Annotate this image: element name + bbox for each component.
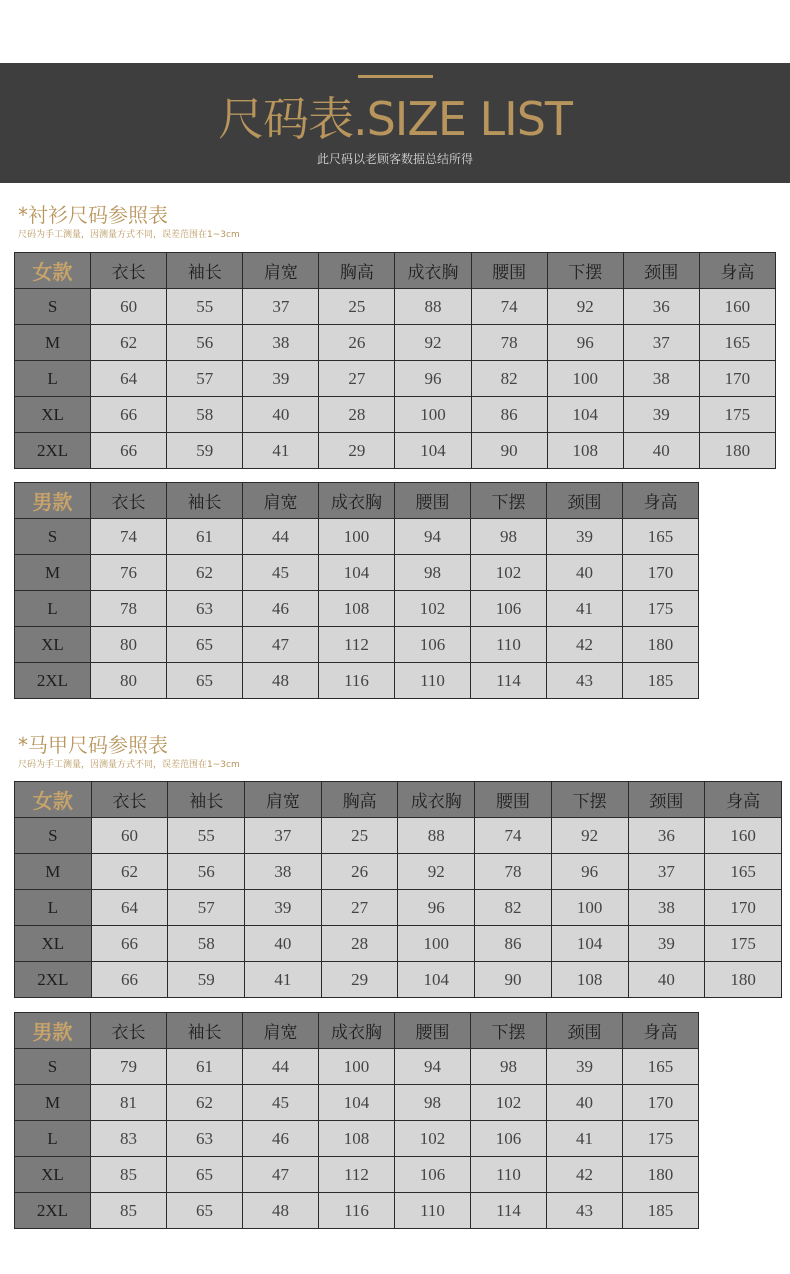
column-header: 肩宽 bbox=[243, 253, 319, 289]
table-row bbox=[15, 591, 699, 627]
table-row bbox=[15, 926, 782, 962]
measurement-cell: 66 bbox=[91, 397, 167, 433]
column-header: 衣长 bbox=[91, 1013, 167, 1049]
table-row bbox=[15, 1157, 699, 1193]
measurement-cell: 116 bbox=[319, 663, 395, 699]
measurement-cell: 80 bbox=[91, 627, 167, 663]
column-header: 颈围 bbox=[628, 782, 705, 818]
column-header: 胸高 bbox=[321, 782, 398, 818]
measurement-cell: 104 bbox=[319, 555, 395, 591]
size-label-cell: 2XL bbox=[15, 433, 91, 469]
measurement-cell: 65 bbox=[167, 663, 243, 699]
column-header: 肩宽 bbox=[245, 782, 322, 818]
measurement-cell: 60 bbox=[91, 818, 168, 854]
measurement-cell: 80 bbox=[91, 663, 167, 699]
measurement-cell: 41 bbox=[245, 962, 322, 998]
column-header: 颈围 bbox=[623, 253, 699, 289]
measurement-cell: 39 bbox=[628, 926, 705, 962]
gender-label: 女款 bbox=[15, 253, 91, 289]
measurement-cell: 47 bbox=[243, 1157, 319, 1193]
size-label-cell: M bbox=[15, 854, 92, 890]
measurement-cell: 58 bbox=[167, 397, 243, 433]
measurement-cell: 65 bbox=[167, 1193, 243, 1229]
gender-label: 男款 bbox=[15, 483, 91, 519]
measurement-cell: 85 bbox=[91, 1193, 167, 1229]
measurement-cell: 38 bbox=[245, 854, 322, 890]
measurement-cell: 62 bbox=[167, 555, 243, 591]
measurement-cell: 160 bbox=[705, 818, 782, 854]
vest-men-size-table bbox=[14, 1012, 699, 1229]
table-row bbox=[15, 433, 776, 469]
measurement-cell: 175 bbox=[623, 1121, 699, 1157]
measurement-cell: 86 bbox=[471, 397, 547, 433]
column-header: 腰围 bbox=[471, 253, 547, 289]
page-subtitle: 此尺码以老顾客数据总结所得 bbox=[316, 152, 473, 166]
measurement-cell: 108 bbox=[319, 1121, 395, 1157]
measurement-cell: 36 bbox=[628, 818, 705, 854]
table-row bbox=[15, 663, 699, 699]
measurement-cell: 44 bbox=[243, 1049, 319, 1085]
table-row bbox=[15, 854, 782, 890]
measurement-cell: 180 bbox=[623, 1157, 699, 1193]
measurement-cell: 85 bbox=[91, 1157, 167, 1193]
size-label-cell: S bbox=[15, 818, 92, 854]
column-header: 下摆 bbox=[547, 253, 623, 289]
measurement-cell: 66 bbox=[91, 433, 167, 469]
measurement-cell: 81 bbox=[91, 1085, 167, 1121]
measurement-cell: 46 bbox=[243, 591, 319, 627]
column-header: 成衣胸 bbox=[319, 1013, 395, 1049]
measurement-cell: 175 bbox=[699, 397, 775, 433]
measurement-cell: 39 bbox=[245, 890, 322, 926]
measurement-cell: 76 bbox=[91, 555, 167, 591]
measurement-cell: 106 bbox=[471, 1121, 547, 1157]
measurement-cell: 74 bbox=[471, 289, 547, 325]
measurement-cell: 40 bbox=[243, 397, 319, 433]
measurement-cell: 114 bbox=[471, 663, 547, 699]
measurement-cell: 88 bbox=[398, 818, 475, 854]
table-row bbox=[15, 1085, 699, 1121]
measurement-cell: 102 bbox=[471, 1085, 547, 1121]
gender-label: 男款 bbox=[15, 1013, 91, 1049]
column-header: 下摆 bbox=[471, 1013, 547, 1049]
measurement-cell: 170 bbox=[623, 1085, 699, 1121]
measurement-cell: 100 bbox=[319, 519, 395, 555]
measurement-cell: 112 bbox=[319, 627, 395, 663]
measurement-cell: 104 bbox=[395, 433, 471, 469]
measurement-cell: 56 bbox=[167, 325, 243, 361]
measurement-cell: 102 bbox=[471, 555, 547, 591]
measurement-cell: 40 bbox=[245, 926, 322, 962]
page-title: 尺码表.SIZE LIST bbox=[217, 92, 573, 146]
table-row bbox=[15, 555, 699, 591]
shirt-women-size-table bbox=[14, 252, 776, 469]
measurement-cell: 170 bbox=[623, 555, 699, 591]
measurement-cell: 60 bbox=[91, 289, 167, 325]
measurement-cell: 180 bbox=[705, 962, 782, 998]
measurement-cell: 110 bbox=[395, 663, 471, 699]
measurement-cell: 29 bbox=[321, 962, 398, 998]
measurement-cell: 61 bbox=[167, 519, 243, 555]
column-header: 袖长 bbox=[167, 1013, 243, 1049]
table-row bbox=[15, 325, 776, 361]
measurement-cell: 42 bbox=[547, 627, 623, 663]
measurement-cell: 62 bbox=[167, 1085, 243, 1121]
measurement-cell: 160 bbox=[699, 289, 775, 325]
measurement-cell: 79 bbox=[91, 1049, 167, 1085]
measurement-cell: 40 bbox=[623, 433, 699, 469]
column-header: 衣长 bbox=[91, 253, 167, 289]
column-header: 衣长 bbox=[91, 782, 168, 818]
measurement-cell: 43 bbox=[547, 663, 623, 699]
measurement-cell: 38 bbox=[243, 325, 319, 361]
size-label-cell: M bbox=[15, 555, 91, 591]
table-row bbox=[15, 962, 782, 998]
measurement-cell: 41 bbox=[547, 591, 623, 627]
measurement-cell: 37 bbox=[628, 854, 705, 890]
column-header: 肩宽 bbox=[243, 483, 319, 519]
measurement-cell: 74 bbox=[475, 818, 552, 854]
measurement-cell: 57 bbox=[167, 361, 243, 397]
table-header-row bbox=[15, 253, 776, 289]
size-label-cell: XL bbox=[15, 926, 92, 962]
measurement-cell: 185 bbox=[623, 663, 699, 699]
measurement-cell: 38 bbox=[623, 361, 699, 397]
measurement-cell: 170 bbox=[705, 890, 782, 926]
measurement-cell: 165 bbox=[705, 854, 782, 890]
measurement-cell: 82 bbox=[475, 890, 552, 926]
measurement-cell: 41 bbox=[243, 433, 319, 469]
table-row bbox=[15, 1193, 699, 1229]
measurement-cell: 170 bbox=[699, 361, 775, 397]
measurement-cell: 39 bbox=[623, 397, 699, 433]
measurement-cell: 175 bbox=[705, 926, 782, 962]
measurement-cell: 165 bbox=[699, 325, 775, 361]
measurement-cell: 27 bbox=[319, 361, 395, 397]
measurement-cell: 57 bbox=[168, 890, 245, 926]
measurement-cell: 74 bbox=[91, 519, 167, 555]
measurement-cell: 37 bbox=[245, 818, 322, 854]
size-label-cell: L bbox=[15, 1121, 91, 1157]
measurement-cell: 66 bbox=[91, 962, 168, 998]
measurement-cell: 29 bbox=[319, 433, 395, 469]
measurement-cell: 63 bbox=[167, 591, 243, 627]
measurement-cell: 110 bbox=[471, 1157, 547, 1193]
measurement-cell: 48 bbox=[243, 1193, 319, 1229]
measurement-cell: 104 bbox=[547, 397, 623, 433]
measurement-cell: 65 bbox=[167, 627, 243, 663]
column-header: 颈围 bbox=[547, 483, 623, 519]
measurement-cell: 90 bbox=[475, 962, 552, 998]
measurement-cell: 100 bbox=[398, 926, 475, 962]
measurement-cell: 165 bbox=[623, 1049, 699, 1085]
measurement-cell: 92 bbox=[398, 854, 475, 890]
measurement-cell: 78 bbox=[475, 854, 552, 890]
table-row bbox=[15, 289, 776, 325]
measurement-cell: 94 bbox=[395, 1049, 471, 1085]
measurement-cell: 39 bbox=[547, 1049, 623, 1085]
measurement-cell: 185 bbox=[623, 1193, 699, 1229]
header-banner bbox=[0, 63, 790, 183]
measurement-cell: 175 bbox=[623, 591, 699, 627]
column-header: 成衣胸 bbox=[319, 483, 395, 519]
measurement-cell: 90 bbox=[471, 433, 547, 469]
measurement-cell: 100 bbox=[319, 1049, 395, 1085]
measurement-cell: 61 bbox=[167, 1049, 243, 1085]
measurement-cell: 88 bbox=[395, 289, 471, 325]
measurement-cell: 92 bbox=[551, 818, 628, 854]
measurement-cell: 104 bbox=[319, 1085, 395, 1121]
measurement-cell: 62 bbox=[91, 325, 167, 361]
table-row bbox=[15, 627, 699, 663]
column-header: 袖长 bbox=[167, 253, 243, 289]
measurement-cell: 100 bbox=[551, 890, 628, 926]
measurement-cell: 64 bbox=[91, 361, 167, 397]
table-header-row bbox=[15, 782, 782, 818]
size-label-cell: XL bbox=[15, 1157, 91, 1193]
size-label-cell: L bbox=[15, 591, 91, 627]
measurement-cell: 92 bbox=[547, 289, 623, 325]
size-label-cell: 2XL bbox=[15, 663, 91, 699]
column-header: 腰围 bbox=[395, 483, 471, 519]
measurement-cell: 96 bbox=[547, 325, 623, 361]
column-header: 下摆 bbox=[471, 483, 547, 519]
measurement-cell: 98 bbox=[471, 519, 547, 555]
measurement-cell: 48 bbox=[243, 663, 319, 699]
size-label-cell: L bbox=[15, 361, 91, 397]
measurement-cell: 102 bbox=[395, 591, 471, 627]
column-header: 成衣胸 bbox=[395, 253, 471, 289]
measurement-cell: 59 bbox=[167, 433, 243, 469]
measurement-cell: 102 bbox=[395, 1121, 471, 1157]
measurement-cell: 66 bbox=[91, 926, 168, 962]
measurement-cell: 40 bbox=[547, 555, 623, 591]
measurement-cell: 27 bbox=[321, 890, 398, 926]
measurement-cell: 64 bbox=[91, 890, 168, 926]
column-header: 衣长 bbox=[91, 483, 167, 519]
measurement-cell: 96 bbox=[395, 361, 471, 397]
measurement-cell: 26 bbox=[319, 325, 395, 361]
column-header: 身高 bbox=[623, 1013, 699, 1049]
measurement-cell: 55 bbox=[168, 818, 245, 854]
size-label-cell: S bbox=[15, 1049, 91, 1085]
size-label-cell: M bbox=[15, 1085, 91, 1121]
measurement-cell: 78 bbox=[91, 591, 167, 627]
size-label-cell: S bbox=[15, 519, 91, 555]
measurement-cell: 26 bbox=[321, 854, 398, 890]
measurement-cell: 39 bbox=[243, 361, 319, 397]
column-header: 胸高 bbox=[319, 253, 395, 289]
table-row bbox=[15, 890, 782, 926]
measurement-cell: 100 bbox=[547, 361, 623, 397]
measurement-cell: 65 bbox=[167, 1157, 243, 1193]
size-label-cell: XL bbox=[15, 397, 91, 433]
measurement-cell: 36 bbox=[623, 289, 699, 325]
column-header: 下摆 bbox=[551, 782, 628, 818]
measurement-cell: 28 bbox=[319, 397, 395, 433]
measurement-cell: 58 bbox=[168, 926, 245, 962]
table-row bbox=[15, 361, 776, 397]
measurement-cell: 42 bbox=[547, 1157, 623, 1193]
table-row bbox=[15, 1049, 699, 1085]
column-header: 身高 bbox=[699, 253, 775, 289]
vest-section-note: 尺码为手工测量，因测量方式不同，误差范围在1~3cm bbox=[18, 760, 240, 770]
measurement-cell: 110 bbox=[395, 1193, 471, 1229]
shirt-men-size-table bbox=[14, 482, 699, 699]
table-row bbox=[15, 397, 776, 433]
measurement-cell: 98 bbox=[471, 1049, 547, 1085]
measurement-cell: 63 bbox=[167, 1121, 243, 1157]
measurement-cell: 45 bbox=[243, 1085, 319, 1121]
shirt-section-title: *衬衫尺码参照表 bbox=[18, 203, 168, 227]
measurement-cell: 106 bbox=[395, 627, 471, 663]
table-header-row bbox=[15, 483, 699, 519]
measurement-cell: 78 bbox=[471, 325, 547, 361]
vest-section-title: *马甲尺码参照表 bbox=[18, 733, 168, 757]
measurement-cell: 98 bbox=[395, 1085, 471, 1121]
banner-accent-rule bbox=[358, 75, 433, 78]
column-header: 身高 bbox=[623, 483, 699, 519]
measurement-cell: 37 bbox=[243, 289, 319, 325]
measurement-cell: 98 bbox=[395, 555, 471, 591]
table-row bbox=[15, 519, 699, 555]
column-header: 颈围 bbox=[547, 1013, 623, 1049]
measurement-cell: 45 bbox=[243, 555, 319, 591]
column-header: 身高 bbox=[705, 782, 782, 818]
column-header: 腰围 bbox=[475, 782, 552, 818]
measurement-cell: 56 bbox=[168, 854, 245, 890]
measurement-cell: 39 bbox=[547, 519, 623, 555]
measurement-cell: 180 bbox=[623, 627, 699, 663]
size-label-cell: M bbox=[15, 325, 91, 361]
measurement-cell: 37 bbox=[623, 325, 699, 361]
shirt-section-note: 尺码为手工测量，因测量方式不同，误差范围在1~3cm bbox=[18, 230, 240, 240]
measurement-cell: 43 bbox=[547, 1193, 623, 1229]
measurement-cell: 46 bbox=[243, 1121, 319, 1157]
size-label-cell: XL bbox=[15, 627, 91, 663]
measurement-cell: 41 bbox=[547, 1121, 623, 1157]
measurement-cell: 83 bbox=[91, 1121, 167, 1157]
size-label-cell: S bbox=[15, 289, 91, 325]
measurement-cell: 116 bbox=[319, 1193, 395, 1229]
size-label-cell: 2XL bbox=[15, 962, 92, 998]
measurement-cell: 114 bbox=[471, 1193, 547, 1229]
measurement-cell: 165 bbox=[623, 519, 699, 555]
table-row bbox=[15, 1121, 699, 1157]
measurement-cell: 180 bbox=[699, 433, 775, 469]
column-header: 腰围 bbox=[395, 1013, 471, 1049]
measurement-cell: 55 bbox=[167, 289, 243, 325]
measurement-cell: 110 bbox=[471, 627, 547, 663]
table-row bbox=[15, 818, 782, 854]
column-header: 袖长 bbox=[168, 782, 245, 818]
measurement-cell: 44 bbox=[243, 519, 319, 555]
measurement-cell: 100 bbox=[395, 397, 471, 433]
table-header-row bbox=[15, 1013, 699, 1049]
measurement-cell: 112 bbox=[319, 1157, 395, 1193]
measurement-cell: 40 bbox=[547, 1085, 623, 1121]
measurement-cell: 82 bbox=[471, 361, 547, 397]
measurement-cell: 62 bbox=[91, 854, 168, 890]
column-header: 肩宽 bbox=[243, 1013, 319, 1049]
measurement-cell: 94 bbox=[395, 519, 471, 555]
column-header: 成衣胸 bbox=[398, 782, 475, 818]
measurement-cell: 108 bbox=[551, 962, 628, 998]
gender-label: 女款 bbox=[15, 782, 92, 818]
measurement-cell: 108 bbox=[547, 433, 623, 469]
size-label-cell: 2XL bbox=[15, 1193, 91, 1229]
measurement-cell: 106 bbox=[471, 591, 547, 627]
measurement-cell: 96 bbox=[551, 854, 628, 890]
measurement-cell: 38 bbox=[628, 890, 705, 926]
measurement-cell: 25 bbox=[319, 289, 395, 325]
measurement-cell: 108 bbox=[319, 591, 395, 627]
size-label-cell: L bbox=[15, 890, 92, 926]
measurement-cell: 104 bbox=[551, 926, 628, 962]
measurement-cell: 92 bbox=[395, 325, 471, 361]
vest-women-size-table bbox=[14, 781, 782, 998]
measurement-cell: 96 bbox=[398, 890, 475, 926]
measurement-cell: 40 bbox=[628, 962, 705, 998]
measurement-cell: 28 bbox=[321, 926, 398, 962]
measurement-cell: 47 bbox=[243, 627, 319, 663]
column-header: 袖长 bbox=[167, 483, 243, 519]
measurement-cell: 106 bbox=[395, 1157, 471, 1193]
measurement-cell: 86 bbox=[475, 926, 552, 962]
measurement-cell: 25 bbox=[321, 818, 398, 854]
measurement-cell: 104 bbox=[398, 962, 475, 998]
measurement-cell: 59 bbox=[168, 962, 245, 998]
